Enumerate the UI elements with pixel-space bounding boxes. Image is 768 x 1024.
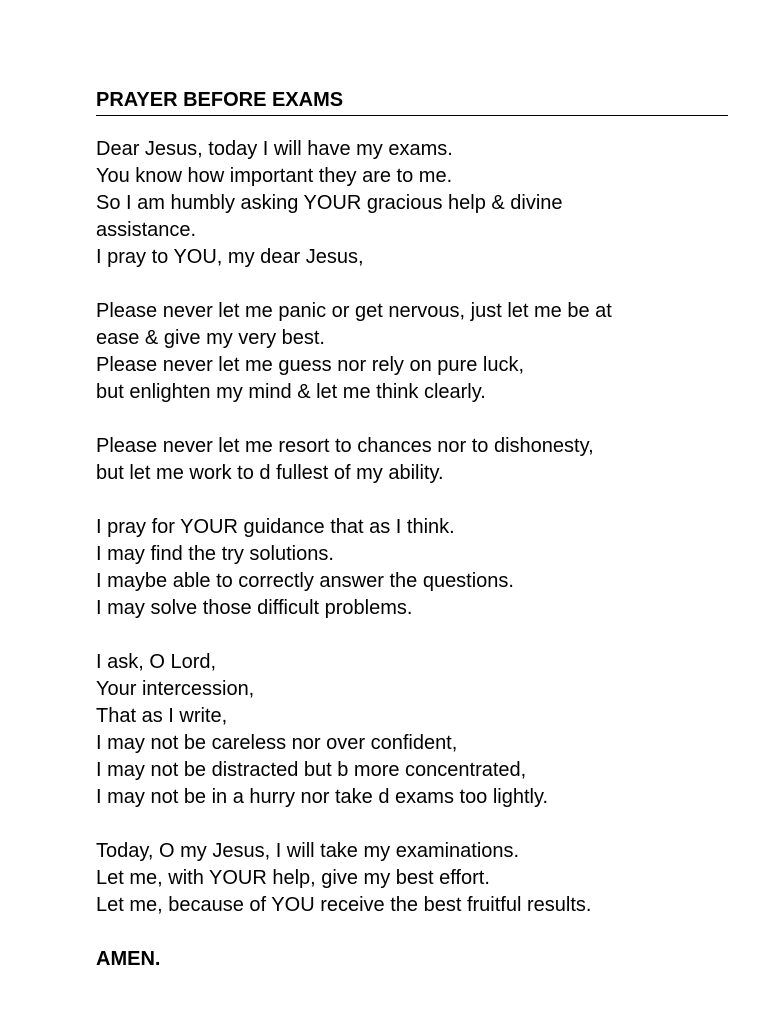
document-title: PRAYER BEFORE EXAMS <box>96 86 728 116</box>
prayer-line: I maybe able to correctly answer the questions. <box>96 570 514 592</box>
prayer-line: I may solve those difficult problems. <box>96 597 413 619</box>
prayer-line: I may not be careless nor over confident, <box>96 732 458 754</box>
prayer-line: That as I write, <box>96 705 228 727</box>
stanza-2 <box>96 298 728 406</box>
prayer-line: I may not be distracted but b more concentrated, <box>96 759 527 781</box>
prayer-line: You know how important they are to me. <box>96 165 453 187</box>
prayer-line: Let me, because of YOU receive the best fruitful results. <box>96 894 592 916</box>
prayer-line: Dear Jesus, today I will have my exams. <box>96 138 453 160</box>
prayer-line: I pray to YOU, my dear Jesus, <box>96 246 364 268</box>
prayer-line: Please never let me resort to chances nor to dishonesty, <box>96 435 594 457</box>
prayer-line: I may find the try solutions. <box>96 543 334 565</box>
document-page <box>96 86 728 973</box>
prayer-line: but let me work to d fullest of my ability. <box>96 462 444 484</box>
stanza-3 <box>96 433 728 487</box>
prayer-line: ease & give my very best. <box>96 327 325 349</box>
prayer-line: but enlighten my mind & let me think clearly. <box>96 381 486 403</box>
closing-amen: AMEN. <box>96 948 161 970</box>
prayer-line: assistance. <box>96 219 197 241</box>
prayer-body <box>96 136 728 973</box>
prayer-line: Your intercession, <box>96 678 255 700</box>
prayer-line: I ask, O Lord, <box>96 651 217 673</box>
stanza-1 <box>96 136 728 271</box>
stanza-6 <box>96 838 728 919</box>
prayer-line: Please never let me guess nor rely on pure luck, <box>96 354 524 376</box>
prayer-line: So I am humbly asking YOUR gracious help & divine <box>96 192 563 214</box>
stanza-4 <box>96 514 728 622</box>
prayer-line: Let me, with YOUR help, give my best effort. <box>96 867 490 889</box>
stanza-5 <box>96 649 728 811</box>
prayer-line: Today, O my Jesus, I will take my examinations. <box>96 840 520 862</box>
prayer-line: I may not be in a hurry nor take d exams too lightly. <box>96 786 549 808</box>
prayer-line: I pray for YOUR guidance that as I think. <box>96 516 455 538</box>
prayer-line: Please never let me panic or get nervous, just let me be at <box>96 300 612 322</box>
